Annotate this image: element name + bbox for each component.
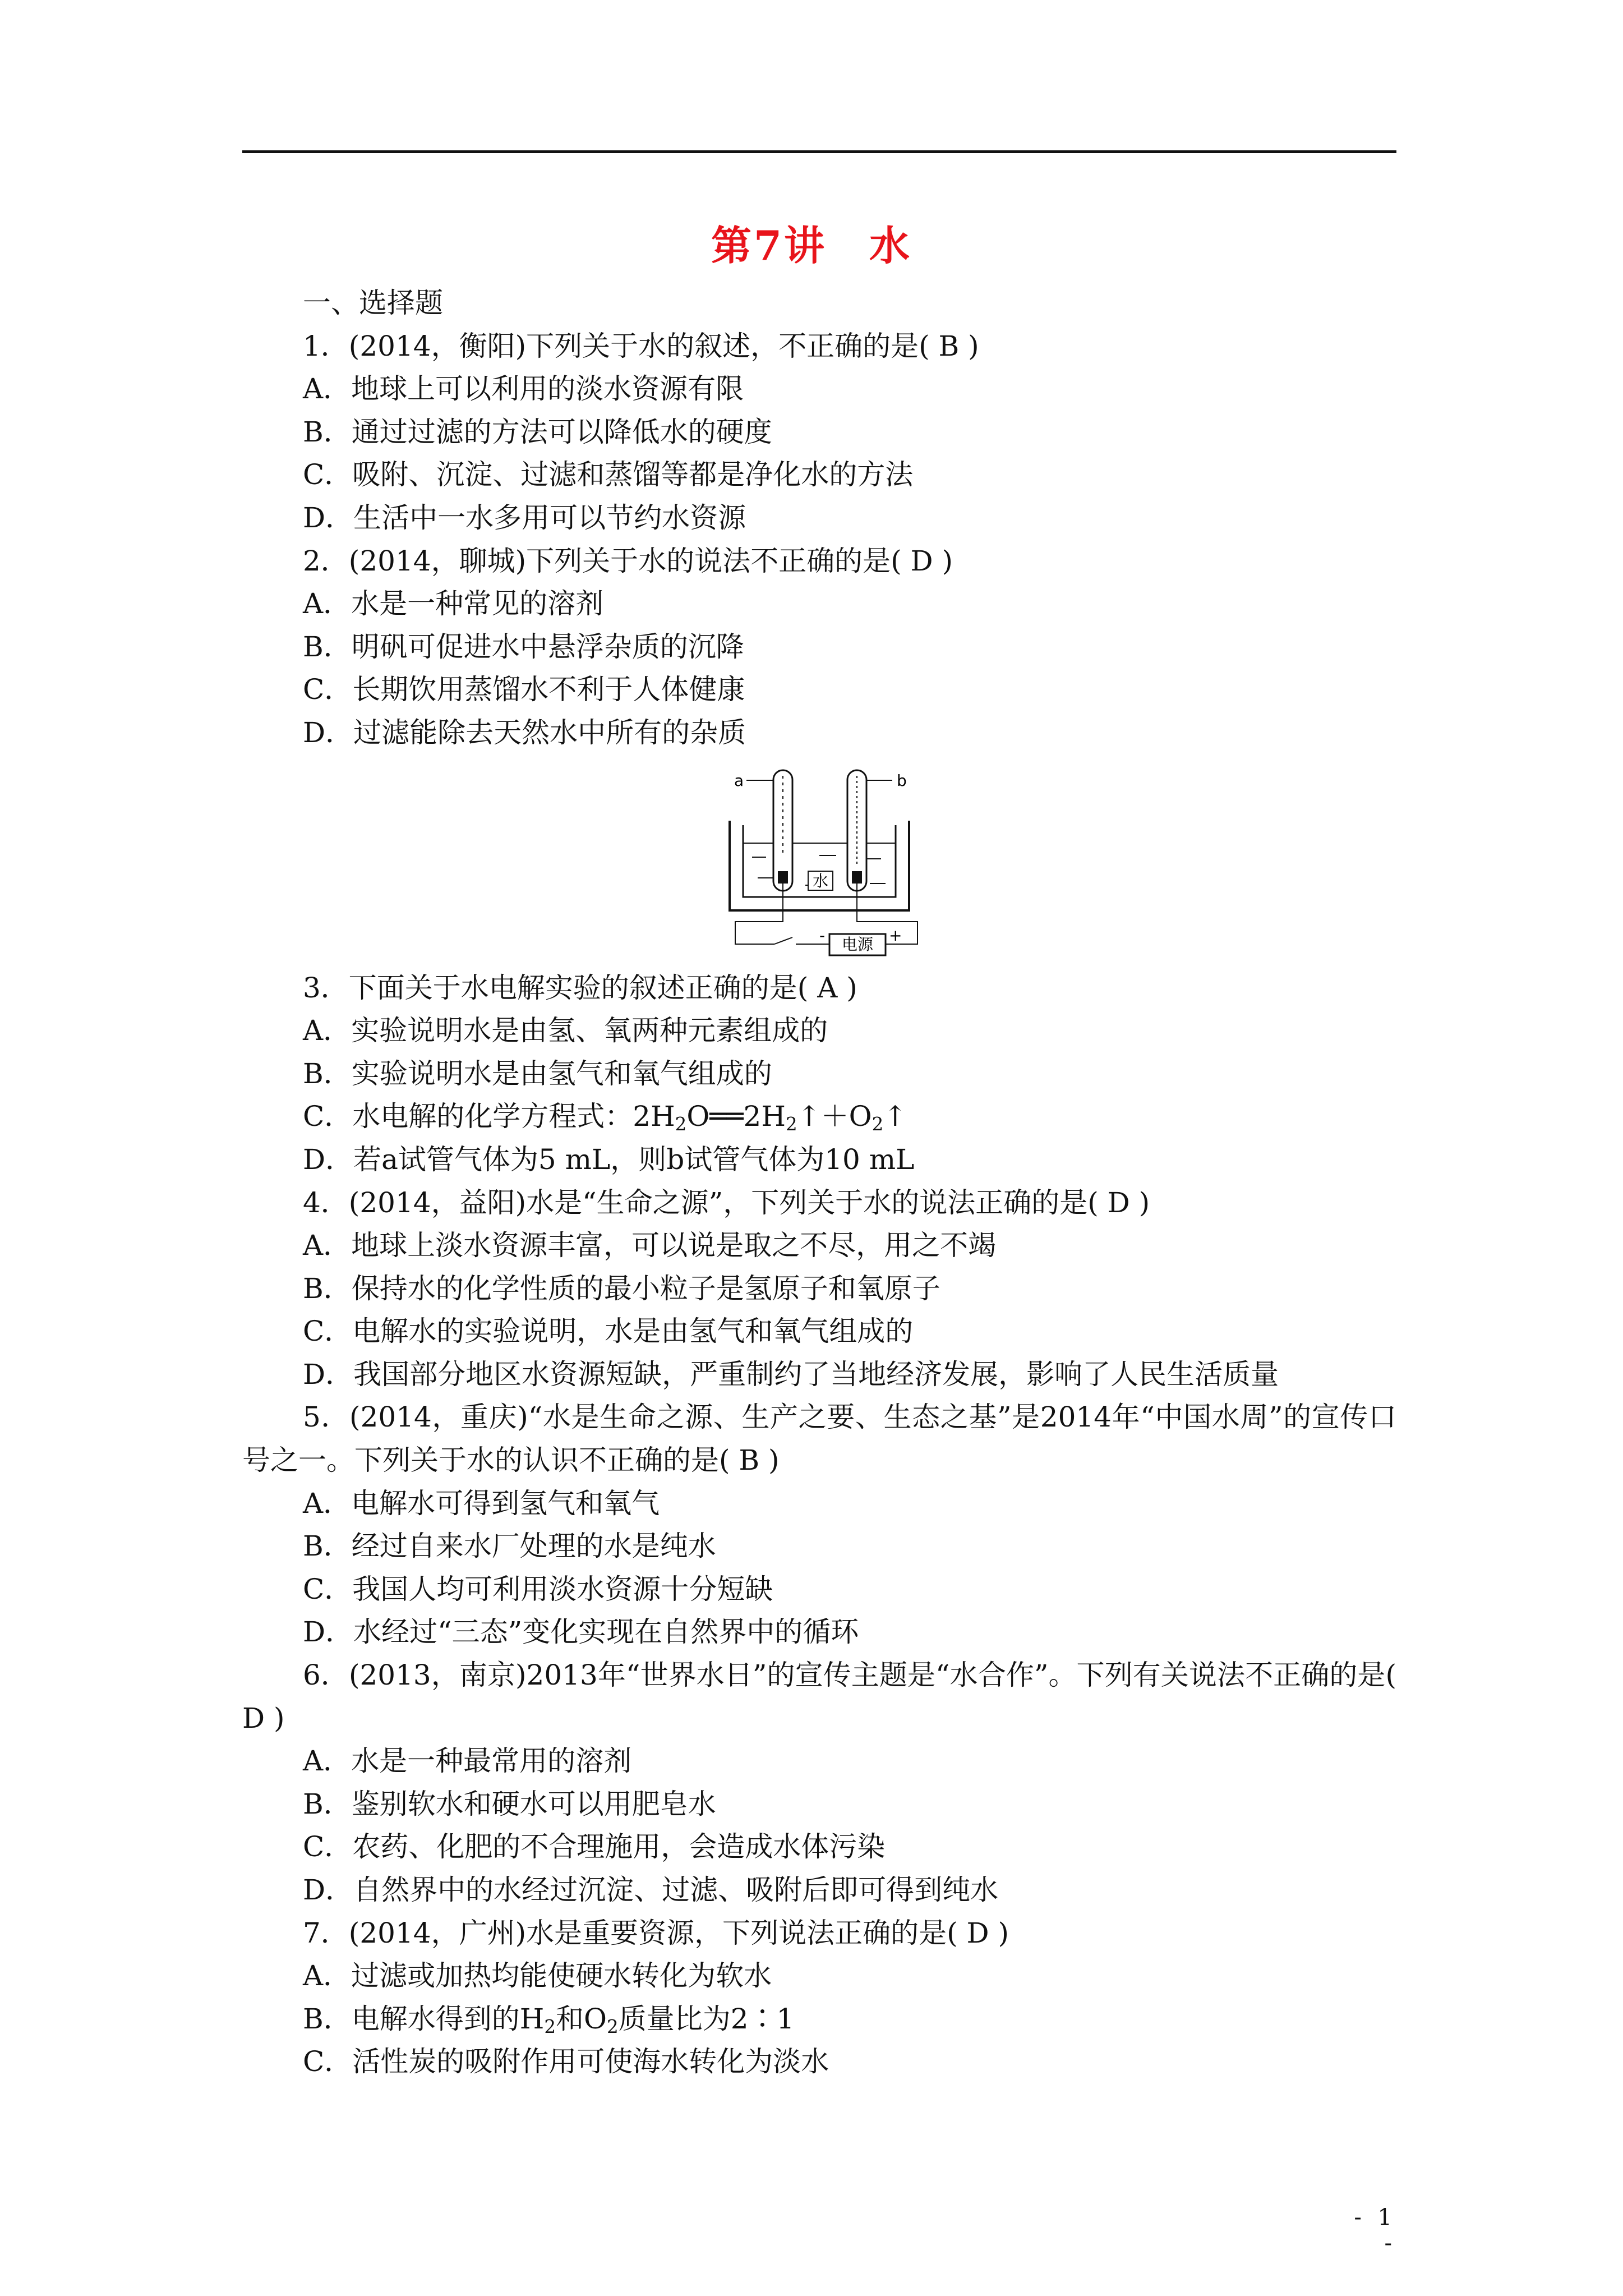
page-number: - 1 - [1354,2205,1396,2256]
question-1-option-c: C．吸附、沉淀、过滤和蒸馏等都是净化水的方法 [303,458,914,491]
question-7-option-b: B．电解水得到的$H_2$和$O_2$质量比为2∶1 [303,2002,795,2037]
question-4-option-a: A．地球上淡水资源丰富，可以说是取之不尽，用之不竭 [303,1229,997,1262]
question-6-option-b: B．鉴别软水和硬水可以用肥皂水 [303,1787,716,1820]
question-3-stem: 3．下面关于水电解实验的叙述正确的是( A ) [303,971,857,1004]
question-4-option-c: C．电解水的实验说明，水是由氢气和氧气组成的 [303,1315,914,1348]
electrolysis-figure [242,754,1396,967]
question-1-option-a: A．地球上可以利用的淡水资源有限 [303,372,744,406]
electrode-b [852,871,862,884]
question-7-option-a: A．过滤或加热均能使硬水转化为软水 [303,1959,772,1993]
question-5-option-d: D．水经过“三态”变化实现在自然界中的循环 [303,1616,859,1649]
water-label: 水 [812,871,829,890]
electrolysis-apparatus-diagram [707,759,932,961]
negative-terminal: - [819,926,826,945]
question-1-option-d: D．生活中一水多用可以节约水资源 [303,501,746,534]
question-6-option-a: A．水是一种最常用的溶剂 [303,1745,632,1778]
question-2-option-c: C．长期饮用蒸馏水不利于人体健康 [303,673,745,706]
question-3-option-d: D．若a试管气体为5 mL，则b试管气体为10 mL [303,1143,915,1176]
label-a: a [734,771,744,790]
question-4-option-d: D．我国部分地区水资源短缺，严重制约了当地经济发展，影响了人民生活质量 [303,1358,1279,1391]
question-4-stem: 4．(2014，益阳)水是“生命之源”，下列关于水的说法正确的是( D ) [303,1186,1150,1219]
switch [774,937,792,944]
question-4-option-b: B．保持水的化学性质的最小粒子是氢原子和氧原子 [303,1272,940,1305]
question-6-option-d: D．自然界中的水经过沉淀、过滤、吸附后即可得到纯水 [303,1874,999,1906]
question-5-stem: 5．(2014，重庆)“水是生命之源、生产之要、生态之基”是2014年“中国水周”的宣传口号之一。下列关于水的认识不正确的是( B ) [242,1401,1396,1477]
section-heading: 一、选择题 [303,287,443,319]
question-2-option-d: D．过滤能除去天然水中所有的杂质 [303,716,746,749]
question-1-stem: 1．(2014，衡阳)下列关于水的叙述，不正确的是( B ) [303,329,979,362]
question-3-option-c: C．水电解的化学方程式：$2H_2O══2H_2↑+O_2↑$ [303,1100,907,1135]
question-2-option-a: A．水是一种常见的溶剂 [303,587,604,620]
question-6-stem: 6．(2013，南京)2013年“世界水日”的宣传主题是“水合作”。下列有关说法不正确的是( D ) [242,1659,1396,1734]
question-2-option-b: B．明矾可促进水中悬浮杂质的沉降 [303,630,744,663]
question-1-option-b: B．通过过滤的方法可以降低水的硬度 [303,415,772,448]
question-2-stem: 2．(2014，聊城)下列关于水的说法不正确的是( D ) [303,544,953,577]
question-3-option-a: A．实验说明水是由氢、氧两种元素组成的 [303,1014,828,1047]
question-7-stem: 7．(2014，广州)水是重要资源，下列说法正确的是( D ) [303,1916,1009,1949]
label-b: b [897,771,907,790]
power-supply-label: 电源 [841,935,874,954]
question-5-option-c: C．我国人均可利用淡水资源十分短缺 [303,1572,773,1605]
question-6-option-c: C．农药、化肥的不合理施用，会造成水体污染 [303,1830,886,1864]
header-rule [242,150,1396,153]
positive-terminal: + [889,926,902,945]
question-5-option-a: A．电解水可得到氢气和氧气 [303,1487,660,1520]
page-title: 第7讲 水 [711,222,912,269]
question-3-option-b: B．实验说明水是由氢气和氧气组成的 [303,1057,772,1090]
question-5-option-b: B．经过自来水厂处理的水是纯水 [303,1530,716,1563]
electrode-a [778,871,788,884]
question-7-option-c: C．活性炭的吸附作用可使海水转化为淡水 [303,2045,829,2078]
question-list [242,282,1396,2083]
